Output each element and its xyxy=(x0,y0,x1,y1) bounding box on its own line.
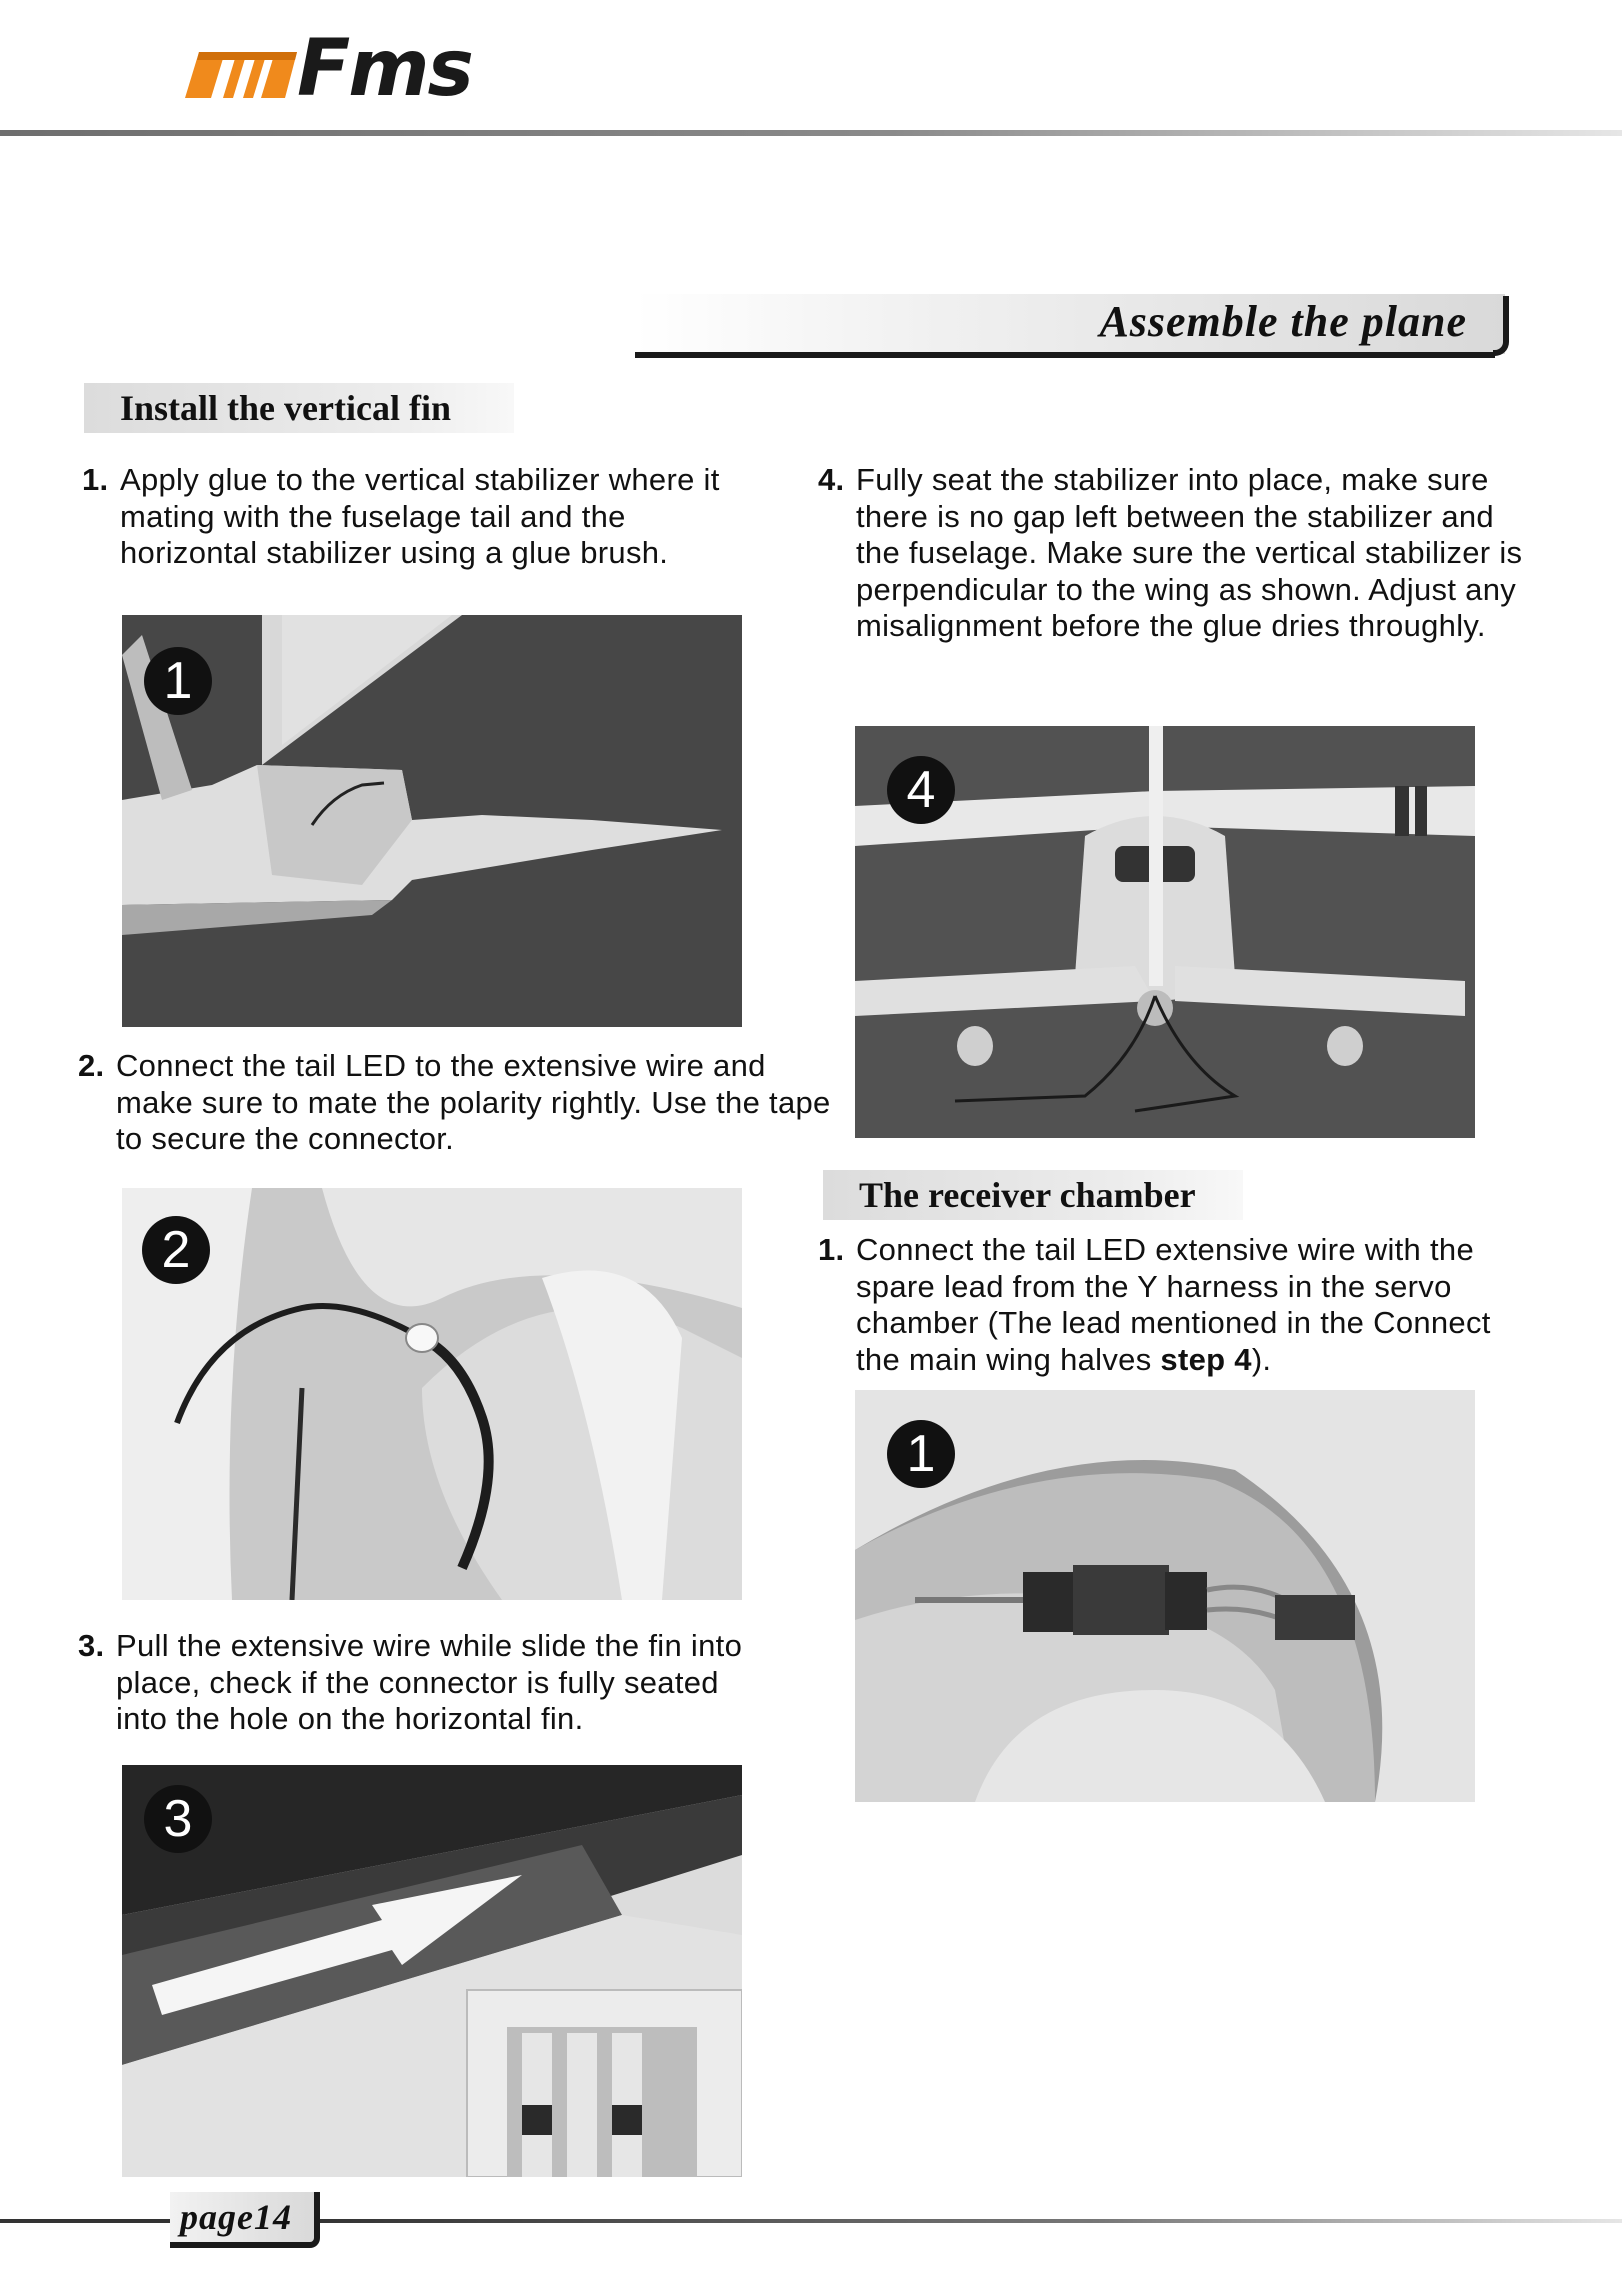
step-badge: 1 xyxy=(144,647,212,715)
step-number: 3. xyxy=(78,1628,105,1663)
subsection-heading-receiver-chamber: The receiver chamber xyxy=(823,1170,1243,1220)
photo-step-1 xyxy=(122,615,742,1027)
page-number-tab xyxy=(170,2192,320,2248)
photo-slide-fin xyxy=(122,1765,742,2177)
step-4 xyxy=(818,462,1538,645)
photo-glue-stabilizer xyxy=(122,615,742,1027)
step-number: 2. xyxy=(78,1048,105,1083)
photo-step-4 xyxy=(855,726,1475,1138)
step-text: Fully seat the stabilizer into place, make sure there is no gap left between the stabilizer and the fuselage. Make sure the vertical stabilizer is perpendicular to the wing as shown. Adjust any misalignment before the glue dries throughly. xyxy=(856,462,1523,643)
brand-name: Fms xyxy=(297,24,472,114)
step-text: Pull the extensive wire while slide the fin into place, check if the connector is fully seated into the hole on the horizontal fin. xyxy=(116,1628,743,1736)
step-3 xyxy=(78,1628,778,1738)
banner-hook xyxy=(1493,296,1509,356)
step-text-part: ). xyxy=(1251,1341,1272,1377)
page-number: page14 xyxy=(180,2197,292,2237)
photo-led-connector xyxy=(122,1188,742,1600)
logo-wing-mark-icon xyxy=(185,38,305,108)
step-badge: 2 xyxy=(142,1216,210,1284)
step-badge: 4 xyxy=(887,756,955,824)
section-banner xyxy=(635,290,1515,362)
step-number: 1. xyxy=(82,462,109,497)
header-rule xyxy=(0,130,1622,136)
receiver-step-1 xyxy=(818,1232,1538,1378)
step-text-part: Connect the tail LED extensive wire with the spare lead from the Y harness in the servo chamber (The lead mentioned in the Connect the main wing halves xyxy=(856,1232,1491,1377)
fms-logo xyxy=(185,24,505,114)
step-number: 4. xyxy=(818,462,845,497)
step-2 xyxy=(78,1048,838,1158)
section-title: Assemble the plane xyxy=(1099,297,1467,346)
step-text: Apply glue to the vertical stabilizer where it mating with the fuselage tail and the horizontal stabilizer using a glue brush. xyxy=(120,462,720,570)
subsection-heading-vertical-fin: Install the vertical fin xyxy=(84,383,514,433)
step-badge: 3 xyxy=(144,1785,212,1853)
step-1 xyxy=(82,462,722,572)
photo-step-3 xyxy=(122,1765,742,2177)
footer-rule-left xyxy=(0,2219,180,2223)
step-reference: step 4 xyxy=(1160,1341,1252,1377)
photo-step-2 xyxy=(122,1188,742,1600)
banner-rule xyxy=(635,352,1495,358)
step-number: 1. xyxy=(818,1232,845,1267)
footer-rule xyxy=(310,2219,1622,2223)
photo-receiver-step-1 xyxy=(855,1390,1475,1802)
step-text: Connect the tail LED to the extensive wire and make sure to mate the polarity rightly. Use the tape to secure the connector. xyxy=(116,1048,831,1156)
step-text xyxy=(818,1232,1538,1378)
step-badge: 1 xyxy=(887,1420,955,1488)
